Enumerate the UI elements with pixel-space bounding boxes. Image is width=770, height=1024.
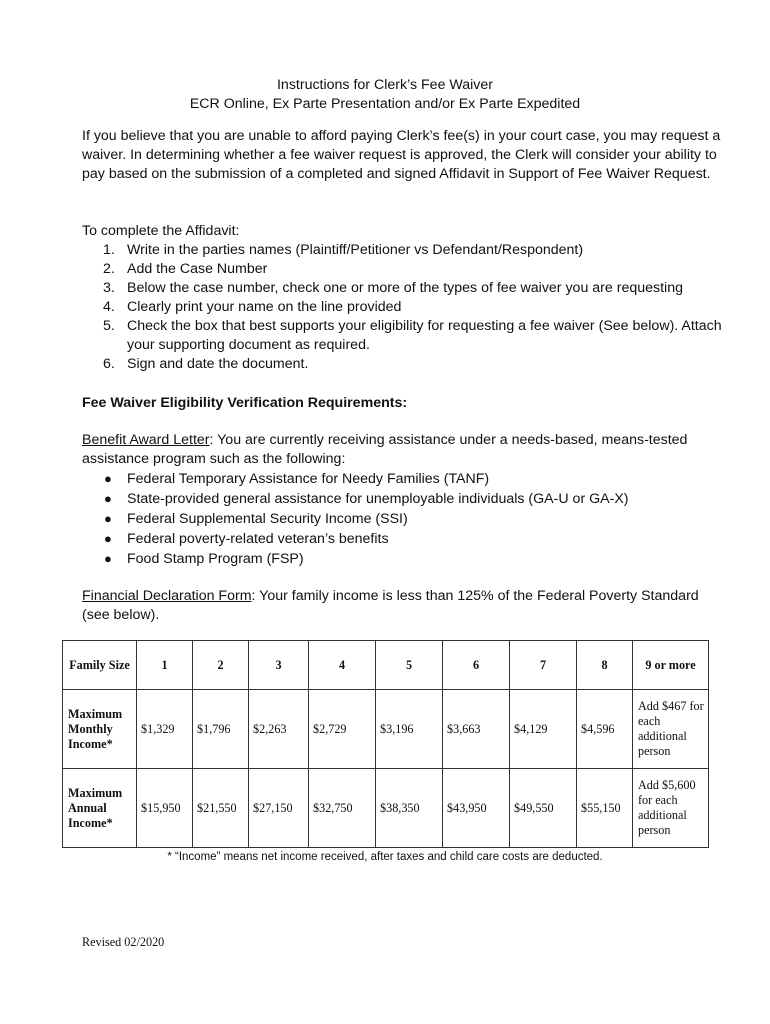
bullet-icon: ● xyxy=(104,491,112,506)
monthly-income-label: Maximum Monthly Income* xyxy=(63,690,137,769)
step-text: Below the case number, check one or more of the types of fee waiver you are requesting xyxy=(127,280,683,296)
monthly-income-cell: $1,796 xyxy=(193,690,249,769)
size-header-cell: 3 xyxy=(249,641,309,690)
step-item xyxy=(82,298,722,317)
annual-income-label: Maximum Annual Income* xyxy=(63,769,137,848)
income-footnote: * “Income” means net income received, after taxes and child care costs are deducted. xyxy=(167,851,603,863)
income-table xyxy=(62,640,709,848)
monthly-income-cell: $1,329 xyxy=(137,690,193,769)
program-text: Federal Supplemental Security Income (SSI) xyxy=(127,511,408,527)
step-item xyxy=(82,317,722,355)
step-item xyxy=(82,355,722,374)
step-text: Clearly print your name on the line provided xyxy=(127,299,402,315)
step-number: 1. xyxy=(103,242,115,258)
size-header-cell: 9 or more xyxy=(633,641,709,690)
size-header-cell: 8 xyxy=(577,641,633,690)
annual-income-cell: $38,350 xyxy=(376,769,443,848)
benefit-award-paragraph xyxy=(82,431,722,469)
program-text: State-provided general assistance for unemployable individuals (GA-U or GA-X) xyxy=(127,491,629,507)
size-header-cell: 1 xyxy=(137,641,193,690)
monthly-income-cell: $2,263 xyxy=(249,690,309,769)
family-size-header: Family Size xyxy=(63,641,137,690)
step-text: Write in the parties names (Plaintiff/Petitioner vs Defendant/Respondent) xyxy=(127,242,584,258)
benefit-award-text: : You are currently receiving assistance under a needs-based, means-tested assistance program such as the following: xyxy=(82,432,688,467)
program-text: Federal Temporary Assistance for Needy Families (TANF) xyxy=(127,471,490,487)
step-item xyxy=(82,241,722,260)
monthly-income-cell: $3,196 xyxy=(376,690,443,769)
intro-paragraph: If you believe that you are unable to afford paying Clerk’s fee(s) in your court case, you may request a waiver. In determining whether a fee waiver request is approved, the Clerk will consider your ability to pay based on the submission of a completed and signed Affidavit in Support of Fee Waiver Request. xyxy=(82,128,721,182)
size-header-cell: 6 xyxy=(443,641,510,690)
list-item xyxy=(82,509,722,529)
annual-income-cell: $43,950 xyxy=(443,769,510,848)
size-header-cell: 7 xyxy=(510,641,577,690)
complete-affidavit-heading: To complete the Affidavit: xyxy=(82,223,240,239)
step-number: 5. xyxy=(103,318,115,334)
step-text: Sign and date the document. xyxy=(127,356,309,372)
list-item xyxy=(82,469,722,489)
monthly-income-additional-cell: Add $467 for each additional person xyxy=(633,690,709,769)
step-text: Check the box that best supports your eligibility for requesting a fee waiver (See below). Attach your supporting document as required. xyxy=(127,318,722,353)
table-header-row xyxy=(63,641,709,690)
step-number: 3. xyxy=(103,280,115,296)
monthly-income-cell: $3,663 xyxy=(443,690,510,769)
affidavit-steps-list xyxy=(82,241,722,374)
program-text: Federal poverty-related veteran’s benefits xyxy=(127,531,389,547)
annual-income-cell: $21,550 xyxy=(193,769,249,848)
size-header-cell: 5 xyxy=(376,641,443,690)
bullet-icon: ● xyxy=(104,551,112,566)
table-row xyxy=(63,690,709,769)
list-item xyxy=(82,489,722,509)
step-item xyxy=(82,260,722,279)
annual-income-cell: $15,950 xyxy=(137,769,193,848)
annual-income-cell: $32,750 xyxy=(309,769,376,848)
financial-declaration-label: Financial Declaration Form xyxy=(82,588,252,604)
benefit-award-label: Benefit Award Letter xyxy=(82,432,210,448)
annual-income-additional-cell: Add $5,600 for each additional person xyxy=(633,769,709,848)
monthly-income-cell: $2,729 xyxy=(309,690,376,769)
step-number: 6. xyxy=(103,356,115,372)
table-row xyxy=(63,769,709,848)
step-number: 2. xyxy=(103,261,115,277)
size-header-cell: 4 xyxy=(309,641,376,690)
step-text: Add the Case Number xyxy=(127,261,268,277)
bullet-icon: ● xyxy=(104,471,112,486)
financial-declaration-paragraph xyxy=(82,587,722,625)
document-subtitle: ECR Online, Ex Parte Presentation and/or Ex Parte Expedited xyxy=(189,96,581,112)
list-item xyxy=(82,529,722,549)
monthly-income-cell: $4,596 xyxy=(577,690,633,769)
document-title: Instructions for Clerk’s Fee Waiver xyxy=(276,77,494,93)
step-item xyxy=(82,279,722,298)
size-header-cell: 2 xyxy=(193,641,249,690)
annual-income-cell: $55,150 xyxy=(577,769,633,848)
annual-income-cell: $27,150 xyxy=(249,769,309,848)
bullet-icon: ● xyxy=(104,511,112,526)
monthly-income-cell: $4,129 xyxy=(510,690,577,769)
revision-date: Revised 02/2020 xyxy=(82,935,165,949)
financial-declaration-text: : Your family income is less than 125% of the Federal Poverty Standard (see below). xyxy=(82,588,699,623)
list-item xyxy=(82,549,722,569)
program-text: Food Stamp Program (FSP) xyxy=(127,551,304,567)
annual-income-cell: $49,550 xyxy=(510,769,577,848)
step-number: 4. xyxy=(103,299,115,315)
bullet-icon: ● xyxy=(104,531,112,546)
eligibility-heading: Fee Waiver Eligibility Verification Requirements: xyxy=(82,395,408,411)
assistance-programs-list xyxy=(82,469,722,569)
